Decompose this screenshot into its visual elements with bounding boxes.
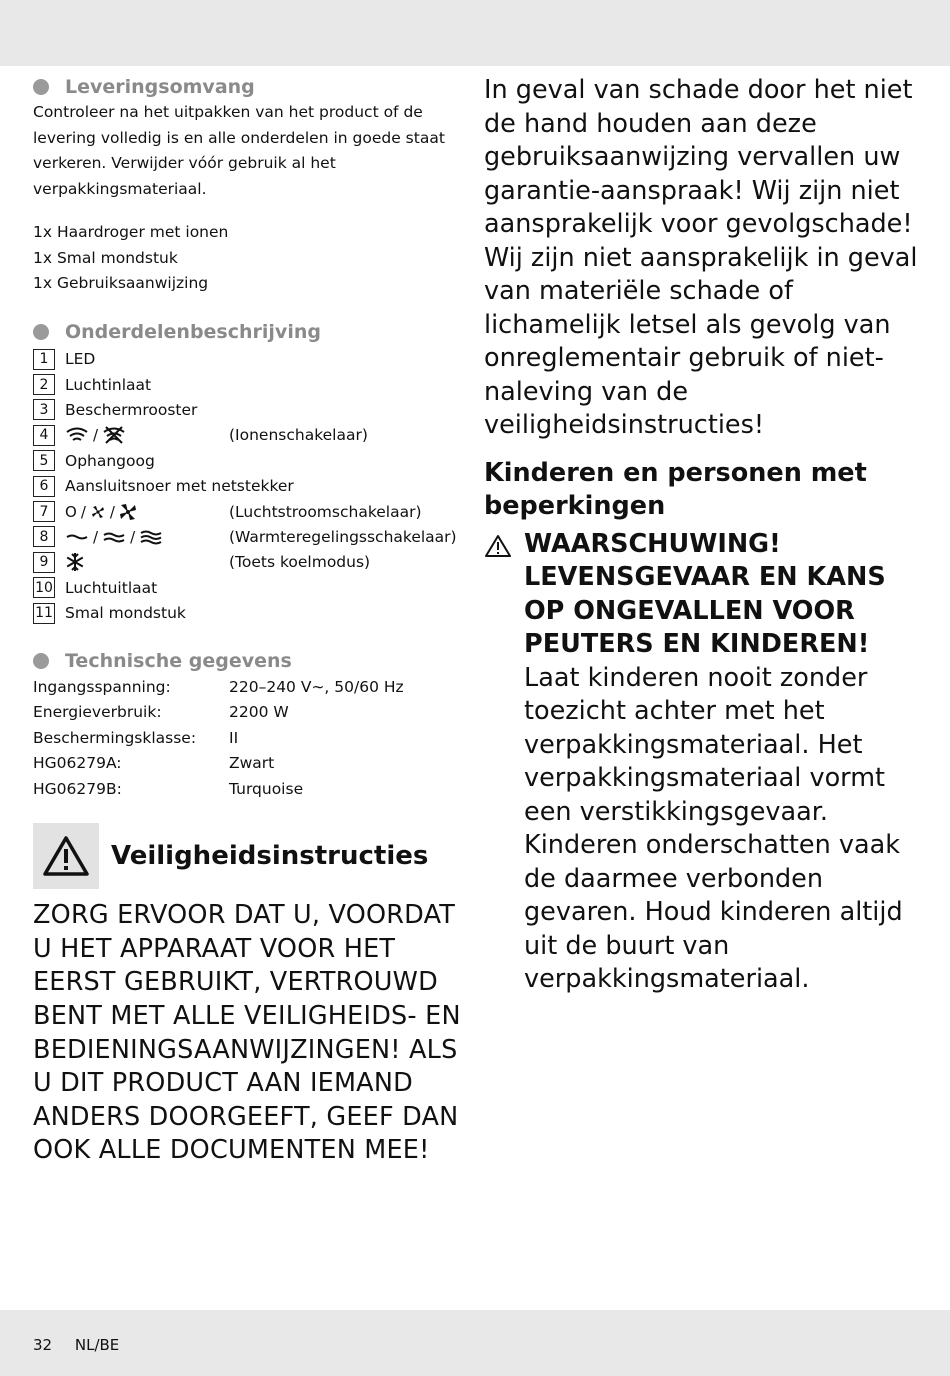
part-item [33,397,463,422]
part-label: Aansluitsnoer met netstekker [65,477,294,496]
delivery-item: 1x Gebruiksaanwijzing [33,274,209,292]
part-label: Ophangoog [65,451,155,470]
warning-body [524,528,924,997]
part-number: 3 [33,399,55,420]
warning-icon-box [33,823,99,889]
header-bar [0,0,950,66]
bullet-icon [33,653,49,669]
bullet-icon [33,79,49,95]
left-column [33,74,463,1168]
off-icon: O [65,502,77,521]
heat-mid-icon [102,530,126,544]
safety-caps-text: ZORG ERVOOR DAT U, VOORDAT U HET APPARAAT VOOR HET EERST GEBRUIKT, VERTROUWD BENT MET ALLE VEILIGHEIDS- EN BEDIENINGSAANWIJZINGEN! ALS U DIT PRODUCT AAN IEMAND ANDERS DOORGEEFT, GEEF DAN OOK ALLE DOCUMENTEN MEE! [33,900,461,1166]
spec-key: Energieverbruik: [33,703,162,722]
spec-row [33,725,463,751]
part-symbols [65,503,229,521]
spec-value: 220–240 V∼, 50/60 Hz [229,677,404,696]
warning-triangle-icon [484,534,512,558]
part-item [33,372,463,397]
page-number: 32 [33,1336,53,1354]
safety-title: Veiligheidsinstructies [111,841,429,872]
parts-heading: Onderdelenbeschrijving [33,319,463,345]
part-label: Luchtuitlaat [65,578,158,597]
part-item [33,524,463,549]
spec-key: HG06279B: [33,779,122,798]
delivery-text: Controleer na het uitpakken van het product of de levering volledig is en alle onderdelen in goede staat verkeren. Verwijder vóór gebruik al het verpakkingsmateriaal. [33,103,445,198]
part-label: (Ionenschakelaar) [229,426,368,445]
warning-text: Laat kinderen nooit zonder toezicht achter met het verpakkingsmateriaal. Het verpakkingsmateriaal vormt een verstikkingsgevaar. Kinderen onderschatten vaak de daarmee verbonden gevaren. Houd kinderen altijd uit de buurt van verpakkingsmateriaal. [524,662,903,994]
spec-value: Turquoise [229,779,304,798]
part-label: Beschermrooster [65,400,198,419]
part-item [33,448,463,473]
specs-table [33,674,463,802]
part-label: (Toets koelmodus) [229,553,371,572]
right-column [484,74,924,997]
spec-row [33,699,463,725]
symbol-separator: / [130,527,136,546]
part-item [33,499,463,524]
spec-row [33,750,463,776]
part-label: LED [65,350,96,369]
safety-header [33,823,463,889]
part-symbols [65,528,229,546]
part-symbols [65,426,229,444]
part-number: 9 [33,552,55,573]
spec-key: Beschermingsklasse: [33,728,197,747]
part-number: 4 [33,425,55,446]
delivery-items [33,220,463,297]
part-number: 5 [33,450,55,471]
delivery-item: 1x Haardroger met ionen [33,223,229,241]
warning-title: WAARSCHUWING! LEVENSGEVAAR EN KANS OP ONGEVALLEN VOOR PEUTERS EN KINDEREN! [524,528,886,659]
symbol-separator: / [93,426,99,445]
footer [33,1336,137,1354]
specs-heading: Technische gegevens [33,648,463,674]
part-item [33,575,463,600]
warning-triangle-icon [42,835,90,877]
ion-off-icon [102,426,126,444]
warning-icon-wrap [484,528,524,997]
fan-high-icon [119,503,137,521]
symbol-separator: / [109,502,115,521]
spec-row [33,674,463,700]
part-number: 11 [33,603,55,624]
footer-bar [0,1310,950,1376]
part-item [33,600,463,625]
delivery-item: 1x Smal mondstuk [33,248,178,267]
part-number: 10 [33,577,55,598]
spec-value: Zwart [229,754,275,773]
ion-on-icon [65,426,89,444]
bullet-icon [33,324,49,340]
part-item [33,473,463,498]
part-symbols [65,552,229,572]
part-label: Smal mondstuk [65,604,186,623]
part-number: 1 [33,349,55,370]
spec-value: II [229,728,239,747]
part-label: (Luchtstroomschakelaar) [229,502,422,521]
spec-value: 2200 W [229,703,289,722]
snowflake-icon [65,552,85,572]
parts-list [33,347,463,626]
warning-block [484,528,924,997]
part-item [33,550,463,575]
part-label: Luchtinlaat [65,375,152,394]
fan-low-icon [90,504,106,520]
part-number: 6 [33,476,55,497]
heat-high-icon [139,529,163,545]
part-number: 2 [33,374,55,395]
part-number: 7 [33,501,55,522]
locale-label: NL/BE [74,1336,120,1354]
warranty-text: In geval van schade door het niet de hand houden aan deze gebruiksaanwijzing vervallen uw garantie-aanspraak! Wij zijn niet aansprakelijk voor gevolgschade! Wij zijn niet aansprakelijk in geval van materiële schade of lichamelijk letsel als gevolg van onreglementair gebruik of niet-naleving van de veiligheidsinstructies! [484,75,918,440]
part-item [33,423,463,448]
part-label: (Warmteregelingsschakelaar) [229,527,457,546]
children-heading: Kinderen en personen met beperkingen [484,457,867,521]
spec-key: Ingangsspanning: [33,677,171,696]
spec-row [33,776,463,802]
delivery-heading: Leveringsomvang [33,74,463,100]
heat-low-icon [65,530,89,544]
symbol-separator: / [80,502,86,521]
part-item [33,347,463,372]
symbol-separator: / [93,527,99,546]
part-number: 8 [33,526,55,547]
spec-key: HG06279A: [33,754,122,773]
